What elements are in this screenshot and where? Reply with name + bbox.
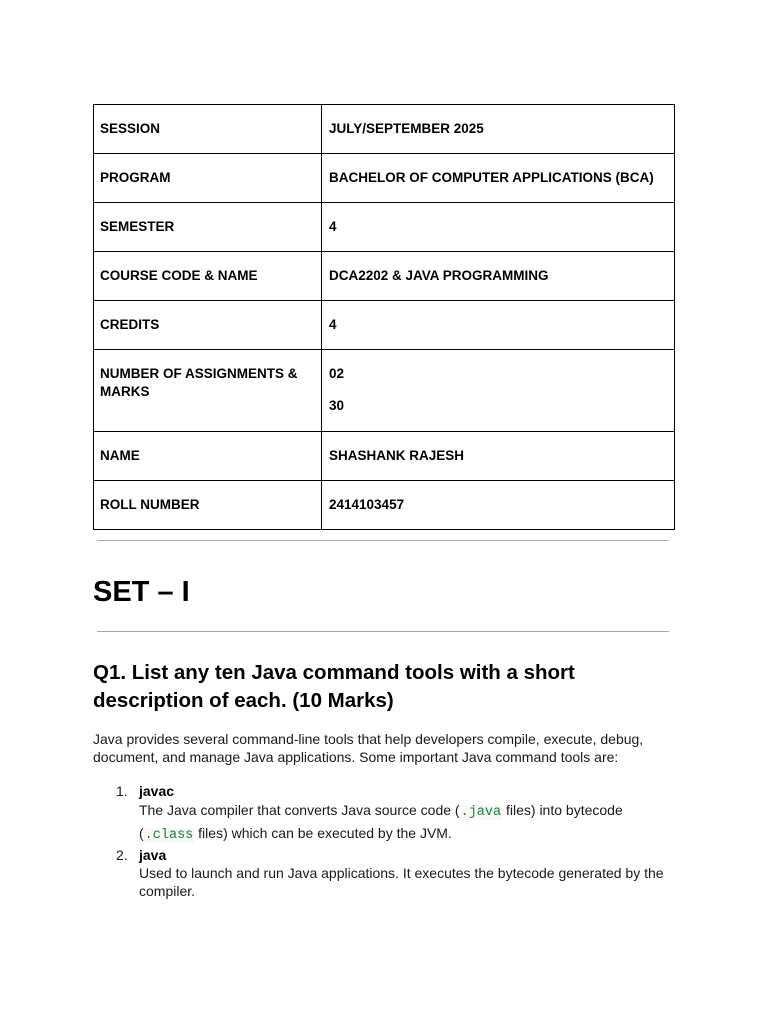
row-value bbox=[322, 432, 675, 481]
row-label: NAME bbox=[94, 432, 322, 481]
row-label: SEMESTER bbox=[94, 203, 322, 252]
assignment-info-table bbox=[93, 104, 675, 530]
row-label: NUMBER OF ASSIGNMENTS & MARKS bbox=[94, 350, 322, 432]
row-value bbox=[322, 301, 675, 350]
list-number: 2. bbox=[116, 847, 128, 863]
code-snippet: .java bbox=[460, 805, 502, 820]
value-text: 02 bbox=[329, 366, 345, 381]
row-value bbox=[322, 154, 675, 203]
list-item bbox=[93, 846, 673, 900]
row-label: CREDITS bbox=[94, 301, 322, 350]
value-text: 2414103457 bbox=[329, 497, 405, 512]
tool-name: javac bbox=[139, 783, 175, 799]
row-value bbox=[322, 203, 675, 252]
table-row bbox=[94, 252, 675, 301]
tool-description bbox=[139, 800, 673, 846]
table-row bbox=[94, 105, 675, 154]
set-heading: SET – I bbox=[93, 576, 190, 608]
question-title: Q1. List any ten Java command tools with a short description of each. (10 Marks) bbox=[93, 661, 575, 712]
table-row bbox=[94, 350, 675, 432]
list-item bbox=[93, 782, 673, 846]
row-label: SESSION bbox=[94, 105, 322, 154]
horizontal-divider bbox=[97, 540, 669, 541]
table-row bbox=[94, 203, 675, 252]
document-page bbox=[93, 104, 673, 900]
horizontal-divider bbox=[97, 631, 669, 632]
row-value bbox=[322, 252, 675, 301]
value-text: DCA2202 & JAVA PROGRAMMING bbox=[329, 268, 549, 283]
tool-name: java bbox=[139, 847, 167, 863]
desc-text: files) into bytecode ( bbox=[139, 802, 623, 841]
table-row bbox=[94, 154, 675, 203]
list-number: 1. bbox=[116, 783, 128, 799]
row-value bbox=[322, 105, 675, 154]
row-label: PROGRAM bbox=[94, 154, 322, 203]
tool-description: Used to launch and run Java applications. It executes the bytecode generated by the compiler. bbox=[139, 865, 664, 899]
value-text: SHASHANK RAJESH bbox=[329, 448, 465, 463]
value-text: 30 bbox=[329, 398, 345, 413]
value-text: JULY/SEPTEMBER 2025 bbox=[329, 121, 484, 136]
table-row bbox=[94, 481, 675, 530]
tools-list bbox=[93, 782, 673, 900]
row-label: ROLL NUMBER bbox=[94, 481, 322, 530]
code-snippet: .class bbox=[144, 828, 194, 843]
value-text: 4 bbox=[329, 219, 337, 234]
question-intro: Java provides several command-line tools that help developers compile, execute, debug, document, and manage Java applications. Some important Java command tools are: bbox=[93, 731, 644, 765]
value-text: 4 bbox=[329, 317, 337, 332]
desc-text: The Java compiler that converts Java source code ( bbox=[139, 802, 460, 818]
desc-text: files) which can be executed by the JVM. bbox=[194, 825, 452, 841]
table-row bbox=[94, 432, 675, 481]
value-text: BACHELOR OF COMPUTER APPLICATIONS (BCA) bbox=[329, 170, 654, 185]
table-row bbox=[94, 301, 675, 350]
row-value bbox=[322, 481, 675, 530]
row-value bbox=[322, 350, 675, 432]
row-label: COURSE CODE & NAME bbox=[94, 252, 322, 301]
